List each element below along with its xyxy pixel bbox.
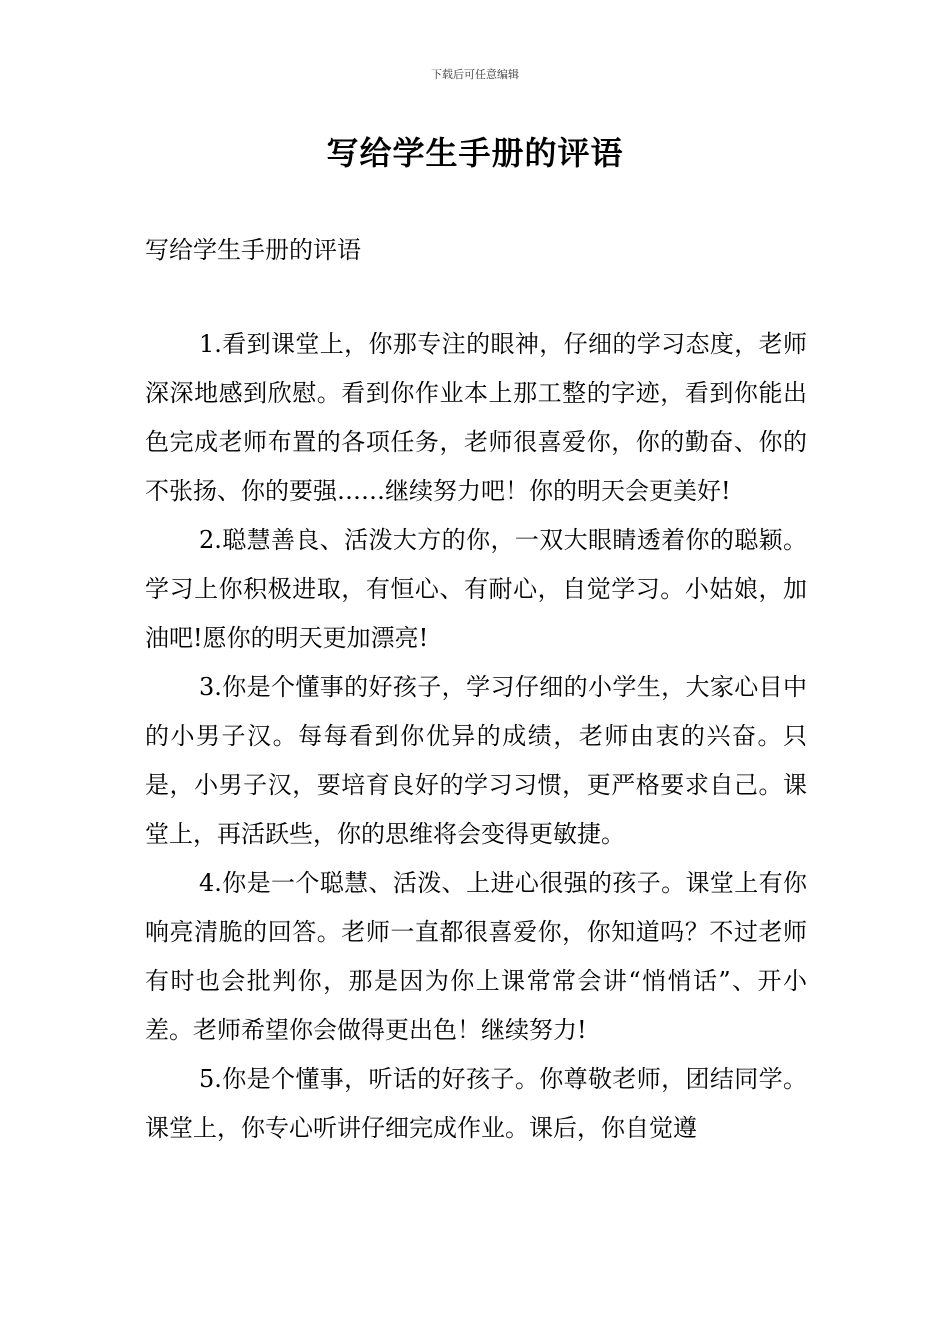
document-subtitle: 写给学生手册的评语 [145,236,361,264]
paragraph-3: 3.你是个懂事的好孩子，学习仔细的小学生，大家心目中的小男子汉。每每看到你优异的成绩，老师由衷的兴奋。只是，小男子汉，要培育良好的学习习惯，更严格要求自己。课堂上，再活跃些，你的思维将会变得更敏捷。 [145,673,807,848]
paragraph-1: 1.看到课堂上，你那专注的眼神，仔细的学习态度，老师深深地感到欣慰。看到你作业本上那工整的字迹，看到你能出色完成老师布置的各项任务，老师很喜爱你，你的勤奋、你的不张扬、你的要强……继续努力吧！你的明天会更美好! [145,330,807,505]
paragraph-2: 2.聪慧善良、活泼大方的你，一双大眼睛透着你的聪颖。学习上你积极进取，有恒心、有耐心，自觉学习。小姑娘，加油吧!愿你的明天更加漂亮! [145,526,807,652]
paragraph-5: 5.你是个懂事，听话的好孩子。你尊敬老师，团结同学。课堂上，你专心听讲仔细完成作业。课后，你自觉遵 [145,1065,807,1142]
document-title: 写给学生手册的评语 [326,134,624,172]
document-body [145,228,807,1153]
header-note: 下载后可任意编辑 [431,68,519,81]
paragraph-4: 4.你是一个聪慧、活泼、上进心很强的孩子。课堂上有你响亮清脆的回答。老师一直都很喜爱你，你知道吗？不过老师有时也会批判你，那是因为你上课常常会讲“悄悄话”、开小差。老师希望你会做得更出色！继续努力! [145,869,807,1044]
